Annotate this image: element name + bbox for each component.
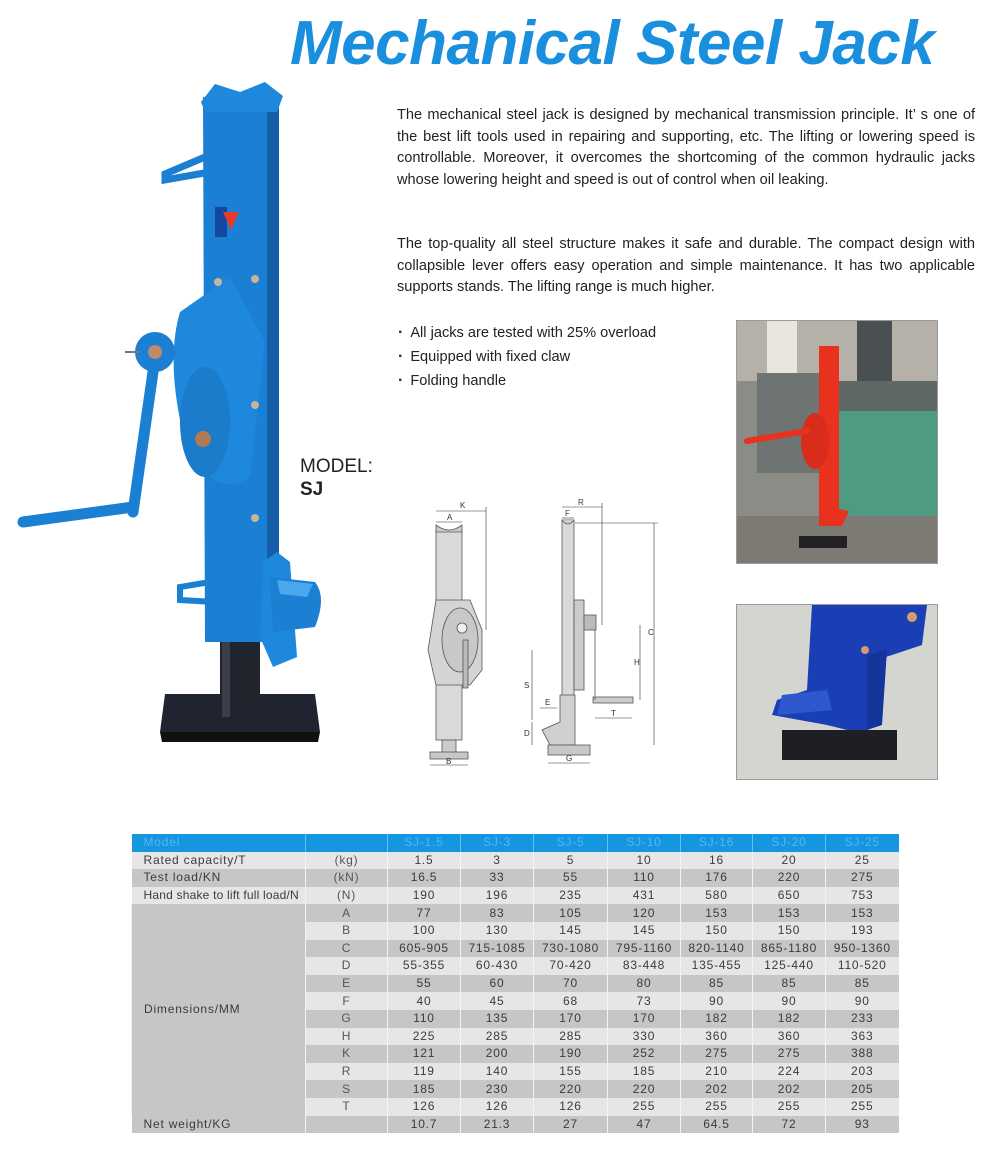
cell: 275 [681,1045,753,1063]
dimension-letter: S [306,1080,388,1098]
cell: 145 [608,922,681,940]
cell: 210 [681,1063,753,1081]
feature-item: · All jacks are tested with 25% overload [398,321,656,345]
cell: 90 [753,992,826,1010]
cell: 190 [534,1045,608,1063]
cell: 5 [534,852,608,870]
cell: 83-448 [608,957,681,975]
svg-text:B: B [446,757,452,766]
row-unit: (kN) [306,869,388,887]
cell: 85 [753,975,826,993]
cell: 105 [534,904,608,922]
cell: 255 [826,1098,899,1116]
cell: 90 [826,992,899,1010]
dimension-letter: F [306,992,388,1010]
cell: 360 [753,1028,826,1046]
cell: 196 [461,887,534,905]
table-row [132,887,899,905]
dimension-letter: D [306,957,388,975]
dimension-letter: C [306,940,388,958]
cell: 77 [388,904,461,922]
row-label: Hand shake to lift full load/N [132,887,306,905]
cell: 200 [461,1045,534,1063]
cell: 55-355 [388,957,461,975]
row-unit [306,1116,388,1134]
svg-text:C: C [648,628,654,637]
cell: 33 [461,869,534,887]
cell: 135-455 [681,957,753,975]
cell: 255 [753,1098,826,1116]
cell: 126 [534,1098,608,1116]
cell: 220 [608,1080,681,1098]
header-model-name: SJ-16 [681,834,753,852]
cell: 220 [534,1080,608,1098]
feature-list [398,321,656,393]
cell: 182 [681,1010,753,1028]
cell: 40 [388,992,461,1010]
cell: 252 [608,1045,681,1063]
cell: 753 [826,887,899,905]
svg-text:E: E [545,698,551,707]
cell: 110 [608,869,681,887]
cell: 363 [826,1028,899,1046]
cell: 176 [681,869,753,887]
cell: 203 [826,1063,899,1081]
cell: 580 [681,887,753,905]
dimension-letter: B [306,922,388,940]
cell: 150 [681,922,753,940]
cell: 70 [534,975,608,993]
cell: 55 [388,975,461,993]
cell: 275 [826,869,899,887]
description-paragraph-2: The top-quality all steel structure makes it safe and durable. The compact design with collapsible lever offers easy operation and simple maintenance. It has two applicable supports stands. The lifting range is much higher. [397,236,975,296]
cell: 190 [388,887,461,905]
cell: 224 [753,1063,826,1081]
cell: 110 [388,1010,461,1028]
table-row [132,852,899,870]
cell: 47 [608,1116,681,1134]
cell: 275 [753,1045,826,1063]
dimension-letter: K [306,1045,388,1063]
cell: 153 [681,904,753,922]
cell: 72 [753,1116,826,1134]
cell: 70-420 [534,957,608,975]
description-paragraph-1: The mechanical steel jack is designed by mechanical transmission principle. It’ s one of the best lift tools used in repairing and supporting, etc. The lifting or lowering speed is controllable. Moreover, it overcomes the shortcoming of the common hydraulic jacks whose lowering height and speed is out of control when oil leaking. [397,107,975,188]
cell: 185 [608,1063,681,1081]
specification-table [131,834,899,1133]
header-model-name: SJ-25 [826,834,899,852]
feature-item: · Folding handle [398,369,656,393]
svg-text:A: A [447,513,453,522]
cell: 85 [826,975,899,993]
table-row [132,1116,899,1134]
cell: 110-520 [826,957,899,975]
cell: 16.5 [388,869,461,887]
cell: 80 [608,975,681,993]
svg-text:D: D [524,729,530,738]
front-view [428,525,482,759]
cell: 60-430 [461,957,534,975]
header-model: Model [132,834,306,852]
cell: 285 [534,1028,608,1046]
dimension-diagram [420,490,670,770]
cell: 193 [826,922,899,940]
blue-jack-claw-closeup-photo [736,604,938,780]
side-view [542,520,633,755]
cell: 170 [608,1010,681,1028]
cell: 715-1085 [461,940,534,958]
cell: 388 [826,1045,899,1063]
dimensions-label: Dimensions/MM [132,904,306,1115]
header-model-name: SJ-3 [461,834,534,852]
cell: 650 [753,887,826,905]
model-value: SJ [300,479,324,500]
cell: 255 [608,1098,681,1116]
cell: 60 [461,975,534,993]
feature-item: · Equipped with fixed claw [398,345,656,369]
cell: 431 [608,887,681,905]
cell: 55 [534,869,608,887]
cell: 233 [826,1010,899,1028]
cell: 153 [826,904,899,922]
row-label: Test load/KN [132,869,306,887]
cell: 202 [681,1080,753,1098]
cell: 225 [388,1028,461,1046]
cell: 950-1360 [826,940,899,958]
row-unit: (kg) [306,852,388,870]
cell: 202 [753,1080,826,1098]
svg-text:H: H [634,658,640,667]
cell: 153 [753,904,826,922]
cell: 100 [388,922,461,940]
cell: 170 [534,1010,608,1028]
cell: 255 [681,1098,753,1116]
dimension-letter: E [306,975,388,993]
header-model-name: SJ-5 [534,834,608,852]
row-unit: (N) [306,887,388,905]
svg-text:S: S [524,681,530,690]
cell: 93 [826,1116,899,1134]
cell: 135 [461,1010,534,1028]
row-label: Net weight/KG [132,1116,306,1134]
page-title: Mechanical Steel Jack [290,9,935,78]
cell: 85 [681,975,753,993]
table-row [132,869,899,887]
dimension-letter: H [306,1028,388,1046]
table-row [132,904,899,922]
cell: 285 [461,1028,534,1046]
cell: 155 [534,1063,608,1081]
svg-text:G: G [566,754,573,763]
cell: 220 [753,869,826,887]
cell: 68 [534,992,608,1010]
cell: 20 [753,852,826,870]
cell: 126 [461,1098,534,1116]
table-header-row [132,834,899,852]
header-model-name: SJ-10 [608,834,681,852]
cell: 121 [388,1045,461,1063]
svg-text:F: F [565,509,570,518]
cell: 83 [461,904,534,922]
cell: 185 [388,1080,461,1098]
cell: 119 [388,1063,461,1081]
cell: 10 [608,852,681,870]
cell: 730-1080 [534,940,608,958]
cell: 230 [461,1080,534,1098]
dimension-letter: A [306,904,388,922]
blue-mechanical-jack-image [15,82,345,752]
cell: 126 [388,1098,461,1116]
cell: 865-1180 [753,940,826,958]
cell: 27 [534,1116,608,1134]
cell: 3 [461,852,534,870]
cell: 90 [681,992,753,1010]
row-label: Rated capacity/T [132,852,306,870]
cell: 25 [826,852,899,870]
dimension-letter: G [306,1010,388,1028]
cell: 820-1140 [681,940,753,958]
cell: 130 [461,922,534,940]
red-jack-lifting-machine-photo [736,320,938,564]
cell: 605-905 [388,940,461,958]
cell: 16 [681,852,753,870]
svg-text:T: T [611,709,616,718]
cell: 145 [534,922,608,940]
header-model-name: SJ-1.5 [388,834,461,852]
dimension-letter: R [306,1063,388,1081]
svg-text:K: K [460,501,466,510]
cell: 64.5 [681,1116,753,1134]
svg-text:R: R [578,498,584,507]
cell: 330 [608,1028,681,1046]
cell: 1.5 [388,852,461,870]
cell: 120 [608,904,681,922]
cell: 235 [534,887,608,905]
cell: 73 [608,992,681,1010]
cell: 205 [826,1080,899,1098]
cell: 21.3 [461,1116,534,1134]
dimension-letter: T [306,1098,388,1116]
cell: 360 [681,1028,753,1046]
cell: 125-440 [753,957,826,975]
model-label: MODEL: [300,456,373,477]
cell: 795-1160 [608,940,681,958]
cell: 140 [461,1063,534,1081]
cell: 150 [753,922,826,940]
cell: 45 [461,992,534,1010]
header-model-name: SJ-20 [753,834,826,852]
header-unit [306,834,388,852]
cell: 10.7 [388,1116,461,1134]
cell: 182 [753,1010,826,1028]
